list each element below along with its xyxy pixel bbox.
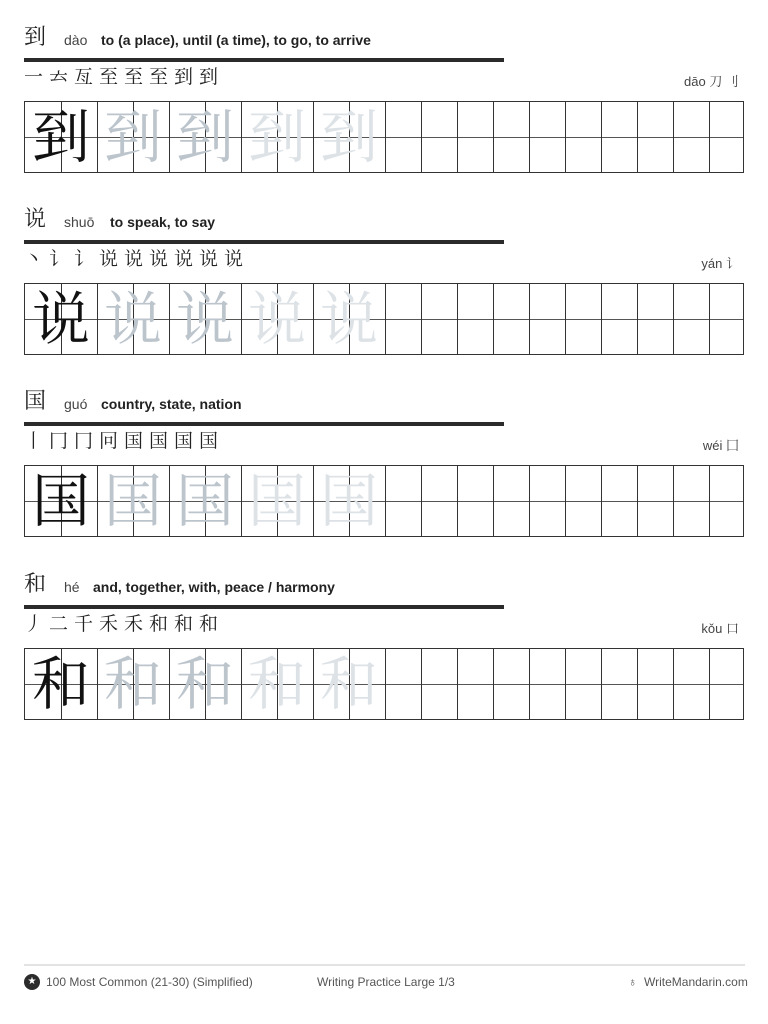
practice-cell[interactable] bbox=[565, 466, 601, 536]
trace-character[interactable]: 和 bbox=[103, 650, 162, 718]
trace-character[interactable]: 说 bbox=[319, 285, 378, 353]
character-section-he bbox=[24, 571, 745, 721]
footer-brand-link[interactable]: WriteMandarin.com bbox=[644, 975, 748, 989]
practice-cell[interactable] bbox=[637, 102, 673, 172]
stroke-step: 国 bbox=[199, 430, 219, 452]
entry-character: 说 bbox=[24, 207, 47, 232]
page-footer bbox=[24, 964, 748, 1000]
character-section-dao bbox=[24, 24, 745, 174]
radical-character: 刀 刂 bbox=[709, 74, 739, 89]
entry-header bbox=[24, 206, 504, 240]
stroke-step: 说 bbox=[224, 248, 244, 270]
entry-character: 和 bbox=[24, 572, 47, 597]
stroke-step: 说 bbox=[149, 248, 169, 270]
entry-character: 国 bbox=[24, 389, 47, 414]
practice-cell[interactable] bbox=[709, 284, 744, 354]
stroke-step: 冋 bbox=[99, 430, 119, 452]
practice-cell[interactable] bbox=[673, 649, 709, 719]
trace-character[interactable]: 和 bbox=[247, 650, 306, 718]
stroke-step: 到 bbox=[174, 66, 194, 88]
practice-cell[interactable] bbox=[529, 284, 565, 354]
model-character: 说 bbox=[31, 285, 90, 353]
stroke-step: 讠 bbox=[74, 248, 94, 270]
practice-cell[interactable] bbox=[673, 466, 709, 536]
model-character: 国 bbox=[31, 467, 90, 535]
stroke-step: 丶 bbox=[24, 248, 44, 270]
stroke-step: 禾 bbox=[99, 613, 119, 635]
stroke-step: 𠫓 bbox=[49, 66, 69, 88]
trace-character[interactable]: 国 bbox=[319, 467, 378, 535]
practice-grid bbox=[24, 648, 744, 720]
practice-grid bbox=[24, 101, 744, 173]
stroke-step: 和 bbox=[149, 613, 169, 635]
entry-pinyin: hé bbox=[64, 579, 80, 595]
entry-pinyin: guó bbox=[64, 396, 88, 412]
practice-cell[interactable] bbox=[457, 102, 493, 172]
footer-series-title: 100 Most Common (21-30) (Simplified) bbox=[46, 975, 253, 989]
stroke-step: 讠 bbox=[49, 248, 69, 270]
practice-cell[interactable] bbox=[457, 649, 493, 719]
radical-info bbox=[684, 71, 739, 90]
practice-cell[interactable] bbox=[601, 466, 637, 536]
trace-character[interactable]: 国 bbox=[175, 467, 234, 535]
model-character: 到 bbox=[31, 103, 90, 171]
star-icon: ★ bbox=[24, 974, 40, 990]
stroke-step: 说 bbox=[199, 248, 219, 270]
entry-header bbox=[24, 24, 504, 58]
radical-info bbox=[701, 618, 739, 637]
header-rule bbox=[24, 422, 504, 426]
practice-cell[interactable] bbox=[421, 466, 457, 536]
footer-divider bbox=[24, 964, 745, 966]
practice-cell[interactable] bbox=[493, 284, 529, 354]
practice-cell[interactable] bbox=[637, 466, 673, 536]
stroke-step: 国 bbox=[174, 430, 194, 452]
stroke-step: 和 bbox=[174, 613, 194, 635]
practice-cell[interactable] bbox=[637, 284, 673, 354]
stroke-step: 说 bbox=[124, 248, 144, 270]
radical-character: 口 bbox=[725, 621, 739, 636]
stroke-step: 丨 bbox=[24, 430, 44, 452]
practice-cell[interactable] bbox=[385, 102, 421, 172]
model-character: 和 bbox=[31, 650, 90, 718]
entry-pinyin: dào bbox=[64, 32, 88, 48]
practice-cell[interactable] bbox=[421, 284, 457, 354]
practice-cell[interactable] bbox=[673, 102, 709, 172]
entry-meaning: country, state, nation bbox=[101, 396, 242, 412]
trace-character[interactable]: 和 bbox=[319, 650, 378, 718]
trace-character[interactable]: 国 bbox=[103, 467, 162, 535]
radical-pinyin: wéi bbox=[702, 438, 723, 453]
stroke-step: 千 bbox=[74, 613, 94, 635]
radical-character: 囗 bbox=[725, 438, 739, 453]
practice-cell[interactable] bbox=[385, 649, 421, 719]
trace-character[interactable]: 到 bbox=[319, 103, 378, 171]
trace-character[interactable]: 到 bbox=[175, 103, 234, 171]
stroke-step: 说 bbox=[99, 248, 119, 270]
entry-meaning: to speak, to say bbox=[110, 214, 216, 230]
radical-character: 讠 bbox=[725, 256, 739, 271]
practice-cell[interactable] bbox=[565, 649, 601, 719]
stroke-step: 至 bbox=[99, 66, 119, 88]
trace-character[interactable]: 和 bbox=[175, 650, 234, 718]
practice-cell[interactable] bbox=[457, 284, 493, 354]
practice-cell[interactable] bbox=[673, 284, 709, 354]
entry-meaning: to (a place), until (a time), to go, to arrive bbox=[101, 32, 371, 48]
stroke-step: 到 bbox=[199, 66, 219, 88]
footer-brand-icon: ♁ bbox=[628, 975, 637, 989]
radical-info bbox=[701, 253, 739, 272]
trace-character[interactable]: 国 bbox=[247, 467, 306, 535]
stroke-step: 亙 bbox=[74, 66, 94, 88]
radical-pinyin: yán bbox=[701, 256, 723, 271]
practice-cell[interactable] bbox=[601, 284, 637, 354]
practice-cell[interactable] bbox=[601, 102, 637, 172]
practice-grid bbox=[24, 465, 744, 537]
stroke-step: 冂 bbox=[74, 430, 94, 452]
practice-cell[interactable] bbox=[709, 466, 744, 536]
practice-cell[interactable] bbox=[529, 466, 565, 536]
radical-pinyin: dāo bbox=[684, 74, 706, 89]
entry-meaning: and, together, with, peace / harmony bbox=[93, 579, 335, 595]
entry-pinyin: shuō bbox=[64, 214, 95, 230]
stroke-step: 国 bbox=[124, 430, 144, 452]
stroke-step: 禾 bbox=[124, 613, 144, 635]
stroke-step: 一 bbox=[24, 66, 44, 88]
practice-cell[interactable] bbox=[529, 649, 565, 719]
stroke-step: 至 bbox=[124, 66, 144, 88]
footer-page-label: Writing Practice Large 1/3 bbox=[317, 975, 455, 989]
practice-cell[interactable] bbox=[637, 649, 673, 719]
practice-cell[interactable] bbox=[565, 284, 601, 354]
practice-cell[interactable] bbox=[421, 102, 457, 172]
trace-character[interactable]: 说 bbox=[103, 285, 162, 353]
character-section-guo bbox=[24, 388, 745, 538]
trace-character[interactable]: 说 bbox=[247, 285, 306, 353]
header-rule bbox=[24, 58, 504, 62]
stroke-step: 至 bbox=[149, 66, 169, 88]
stroke-step: 二 bbox=[49, 613, 69, 635]
practice-cell[interactable] bbox=[457, 466, 493, 536]
practice-cell[interactable] bbox=[709, 649, 744, 719]
trace-character[interactable]: 到 bbox=[247, 103, 306, 171]
entry-header bbox=[24, 571, 504, 605]
practice-cell[interactable] bbox=[529, 102, 565, 172]
practice-cell[interactable] bbox=[385, 466, 421, 536]
practice-cell[interactable] bbox=[493, 466, 529, 536]
character-section-shuo bbox=[24, 206, 745, 356]
header-rule bbox=[24, 605, 504, 609]
practice-cell[interactable] bbox=[493, 102, 529, 172]
entry-character: 到 bbox=[24, 25, 47, 50]
practice-cell[interactable] bbox=[601, 649, 637, 719]
trace-character[interactable]: 到 bbox=[103, 103, 162, 171]
radical-pinyin: kǒu bbox=[701, 621, 723, 636]
practice-grid bbox=[24, 283, 744, 355]
header-rule bbox=[24, 240, 504, 244]
stroke-step: 丿 bbox=[24, 613, 44, 635]
practice-cell[interactable] bbox=[421, 649, 457, 719]
entry-header bbox=[24, 388, 504, 422]
practice-cell[interactable] bbox=[709, 102, 744, 172]
radical-info bbox=[703, 435, 739, 454]
practice-cell[interactable] bbox=[385, 284, 421, 354]
practice-cell[interactable] bbox=[565, 102, 601, 172]
practice-cell[interactable] bbox=[493, 649, 529, 719]
stroke-step: 说 bbox=[174, 248, 194, 270]
stroke-step: 和 bbox=[199, 613, 219, 635]
trace-character[interactable]: 说 bbox=[175, 285, 234, 353]
stroke-step: 国 bbox=[149, 430, 169, 452]
stroke-step: 冂 bbox=[49, 430, 69, 452]
